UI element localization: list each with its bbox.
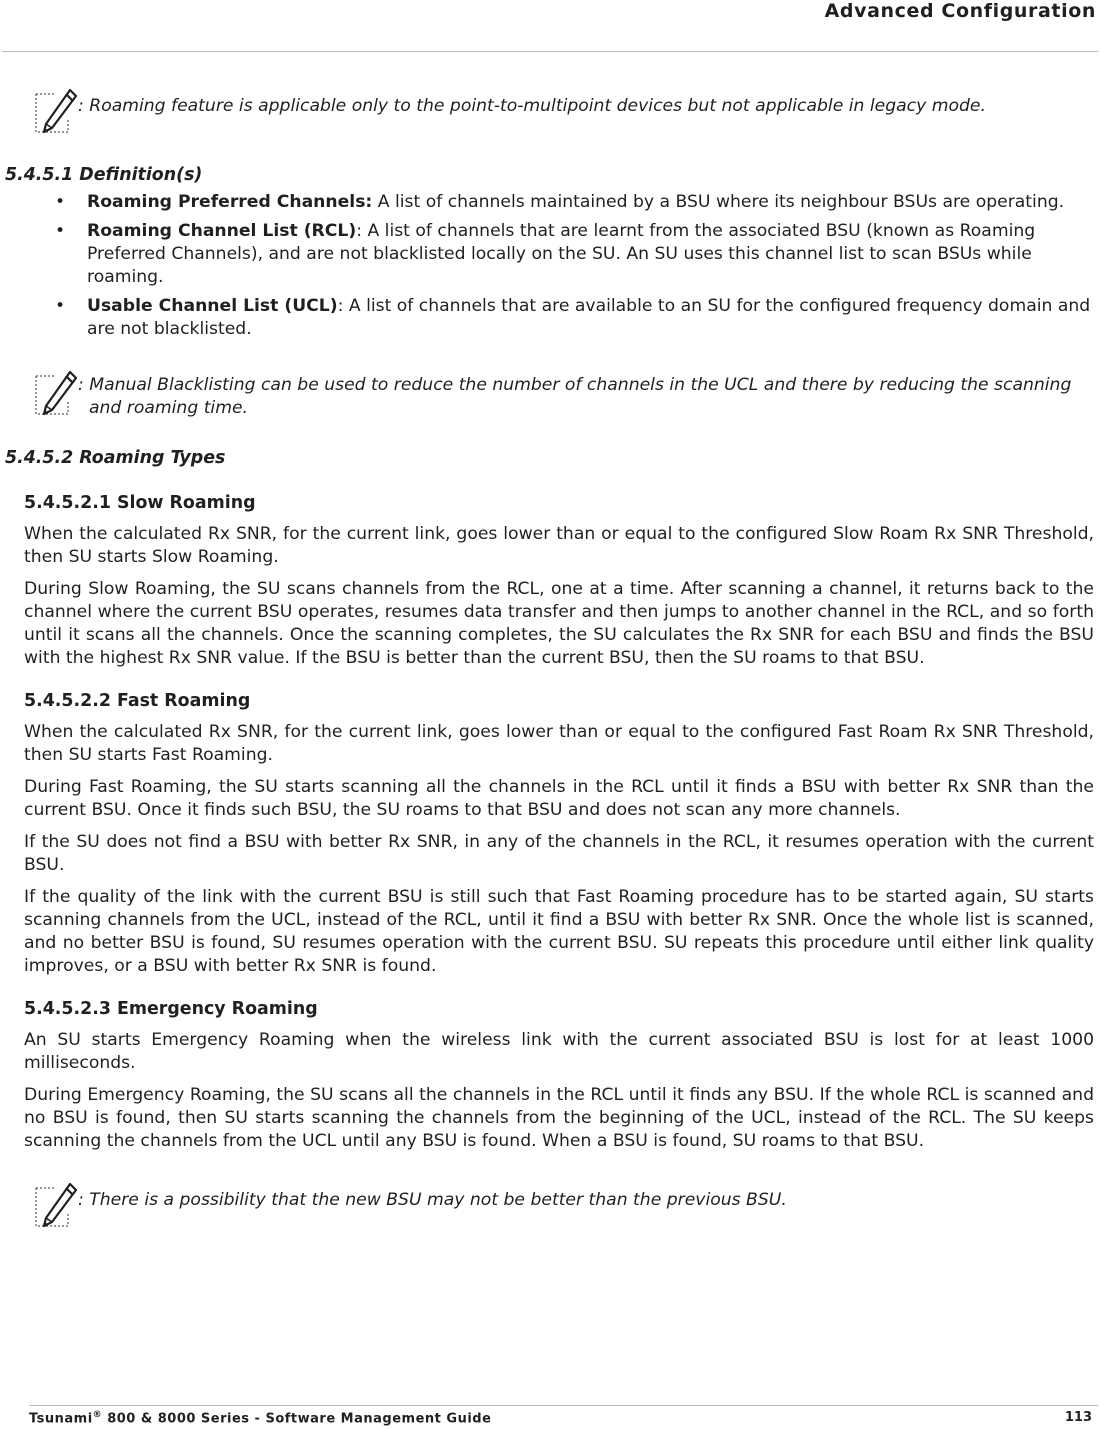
paragraph: An SU starts Emergency Roaming when the wireless link with the current associated BSU is lost for at least 1000 milliseconds.: [24, 1030, 1094, 1073]
note-text: : Roaming feature is applicable only to the point-to-multipoint devices but not applicable in legacy mode.: [78, 96, 986, 116]
note-new-bsu: [30, 1178, 1100, 1240]
bullet-marker: •: [55, 192, 66, 212]
note-roaming-applicability: [30, 84, 1100, 146]
paragraph: During Emergency Roaming, the SU scans all the channels in the RCL until it finds any BSU. If the whole RCL is scanned and no BSU is found, then SU starts scanning the channels from the beginning of the UCL, instead of the RCL. The SU keeps scanning the channels from the UCL until any BSU is found. When a BSU is found, SU roams to that BSU.: [24, 1085, 1094, 1151]
paragraph: During Slow Roaming, the SU scans channels from the RCL, one at a time. After scanning a channel, it returns back to the channel where the current BSU operates, resumes data transfer and then jumps to another channel in the RCL, and so forth until it scans all the channels. Once the scanning completes, the SU calculates the Rx SNR for each BSU and finds the BSU with the highest Rx SNR value. If the BSU is better than the current BSU, then the SU roams to that BSU.: [24, 579, 1094, 668]
section-heading-definitions: 5.4.5.1 Definition(s): [5, 165, 203, 185]
footer-registered-mark: ®: [92, 1410, 103, 1420]
bullet-marker: •: [55, 221, 66, 241]
page-header-title: Advanced Configuration: [824, 0, 1096, 22]
footer-guide-name: 800 & 8000 Series - Software Management Guide: [102, 1411, 492, 1427]
bullet-marker: •: [55, 296, 66, 316]
list-item: [55, 191, 1094, 214]
definition-term: Roaming Channel List (RCL): [87, 221, 357, 241]
note-text: : There is a possibility that the new BSU may not be better than the previous BSU.: [78, 1190, 787, 1210]
page-number: 113: [1064, 1410, 1092, 1425]
definition-text: A list of channels maintained by a BSU where its neighbour BSUs are operating.: [372, 192, 1065, 212]
definition-term: Roaming Preferred Channels:: [87, 192, 373, 212]
paragraph: When the calculated Rx SNR, for the current link, goes lower than or equal to the configured Slow Roam Rx SNR Threshold, then SU starts Slow Roaming.: [24, 524, 1094, 567]
note-text: : Manual Blacklisting can be used to reduce the number of channels in the UCL and there by reducing the scanning and roaming time.: [78, 375, 1072, 418]
definition-text: : A list of channels that are available to an SU for the configured frequency domain and are not blacklisted.: [87, 296, 1091, 339]
page-content: [0, 84, 1100, 1240]
header-divider: [2, 51, 1098, 52]
definition-text: : A list of channels that are learnt from the associated BSU (known as Roaming Preferred Channels), and are not blacklisted locally on the SU. An SU uses this channel list to scan BSUs while roaming.: [87, 221, 1036, 287]
list-item: [55, 295, 1094, 341]
paragraph: When the calculated Rx SNR, for the current link, goes lower than or equal to the configured Fast Roam Rx SNR Threshold, then SU starts Fast Roaming.: [24, 722, 1094, 765]
pencil-note-icon: [30, 84, 78, 142]
footer-divider: [29, 1405, 1098, 1406]
footer-product: Tsunami: [29, 1411, 93, 1427]
list-item: [55, 220, 1094, 289]
section-heading-roaming-types: 5.4.5.2 Roaming Types: [5, 448, 226, 468]
footer-guide-title: [29, 1410, 491, 1426]
paragraph: During Fast Roaming, the SU starts scanning all the channels in the RCL until it finds a BSU with better Rx SNR than the current BSU. Once it finds such BSU, the SU roams to that BSU and does not scan any more channels.: [24, 777, 1094, 820]
pencil-note-icon: [30, 1178, 78, 1236]
paragraph: If the SU does not find a BSU with better Rx SNR, in any of the channels in the RCL, it resumes operation with the current BSU.: [24, 832, 1094, 875]
subsection-heading-slow-roaming: 5.4.5.2.1 Slow Roaming: [24, 493, 256, 513]
subsection-heading-emergency-roaming: 5.4.5.2.3 Emergency Roaming: [24, 999, 318, 1019]
definition-term: Usable Channel List (UCL): [87, 296, 338, 316]
pencil-note-icon: [30, 366, 78, 424]
definitions-list: [0, 191, 1100, 341]
note-manual-blacklisting: [30, 366, 1100, 428]
subsection-heading-fast-roaming: 5.4.5.2.2 Fast Roaming: [24, 691, 251, 711]
paragraph: If the quality of the link with the current BSU is still such that Fast Roaming procedure has to be started again, SU starts scanning channels from the UCL, instead of the RCL, until it find a BSU with better Rx SNR. Once the whole list is scanned, and no better BSU is found, SU resumes operation with the current BSU. SU repeats this procedure until either link quality improves, or a BSU with better Rx SNR is found.: [24, 887, 1094, 976]
